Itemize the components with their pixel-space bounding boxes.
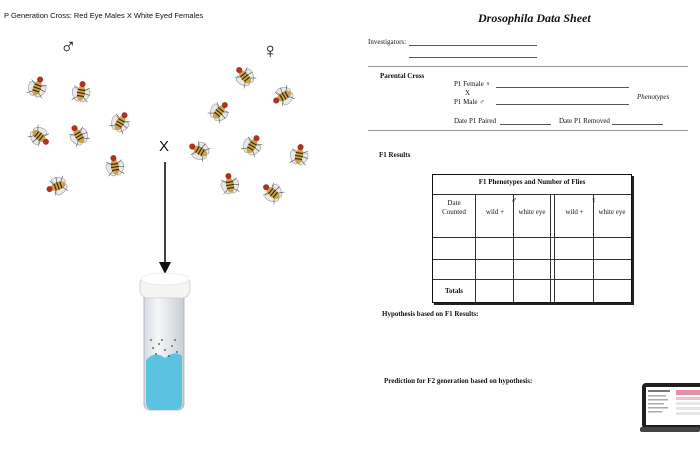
fly-icon [69, 79, 94, 104]
date-removed-line[interactable] [612, 124, 663, 125]
cross-symbol: X [159, 138, 170, 155]
fly-icon [238, 130, 267, 160]
investigators-label: Investigators: [368, 38, 407, 46]
vial-icon [135, 270, 195, 415]
fly-icon [25, 121, 56, 151]
date-counted-header: Date Counted [442, 199, 466, 216]
laptop-thumbnail-icon[interactable] [640, 381, 700, 433]
investigators-line-2[interactable] [409, 57, 537, 58]
down-arrow-icon [158, 160, 172, 275]
fly-icon [102, 153, 127, 178]
divider [368, 66, 688, 67]
hypothesis-label: Hypothesis based on F1 Results: [382, 310, 479, 318]
f1-table [432, 174, 632, 303]
divider [368, 130, 688, 131]
fly-icon [43, 173, 71, 201]
p1-female-line[interactable] [496, 87, 629, 88]
prediction-label: Prediction for F2 generation based on hypothesis: [384, 377, 533, 385]
female-symbol-icon: ♀ [262, 38, 279, 63]
fly-icon [229, 61, 259, 92]
date-removed-label: Date P1 Removed [559, 117, 610, 125]
left-title: P Generation Cross: Red Eye Males X White Eyed Females [4, 11, 204, 20]
fly-icon [184, 136, 214, 165]
sheet-title: Drosophila Data Sheet [478, 11, 591, 25]
fly-icon [204, 96, 234, 127]
totals-label: Totals [444, 287, 464, 295]
col-wild-female: wild + [565, 208, 584, 216]
male-symbol-icon: ♂ [60, 34, 77, 59]
fly-icon [106, 107, 135, 137]
col-white-female: white eye [598, 208, 626, 216]
fly-icon [64, 120, 93, 150]
f1-results-heading: F1 Results [379, 151, 411, 159]
col-white-male: white eye [518, 208, 546, 216]
fly-icon [287, 142, 312, 167]
col-wild-male: wild + [485, 208, 505, 216]
p1-x: X [465, 89, 471, 97]
date-paired-label: Date P1 Paired [454, 117, 496, 125]
investigators-line[interactable] [409, 45, 537, 46]
phenotypes-label: Phenotypes [637, 93, 670, 101]
table-title: F1 Phenotypes and Number of Flies [478, 178, 586, 186]
fly-icon [268, 82, 298, 111]
fly-icon [257, 177, 288, 207]
fly-icon [217, 171, 242, 196]
p1-female-label: P1 Female ♀ [454, 80, 491, 88]
date-paired-line[interactable] [500, 124, 551, 125]
fly-icon [24, 73, 52, 101]
parental-cross-heading: Parental Cross [380, 72, 425, 80]
female-symbol-icon: ♀ [590, 195, 598, 205]
male-symbol-icon: ♂ [510, 195, 518, 205]
p1-male-line[interactable] [496, 104, 629, 105]
p1-male-label: P1 Male ♂ [454, 98, 485, 106]
